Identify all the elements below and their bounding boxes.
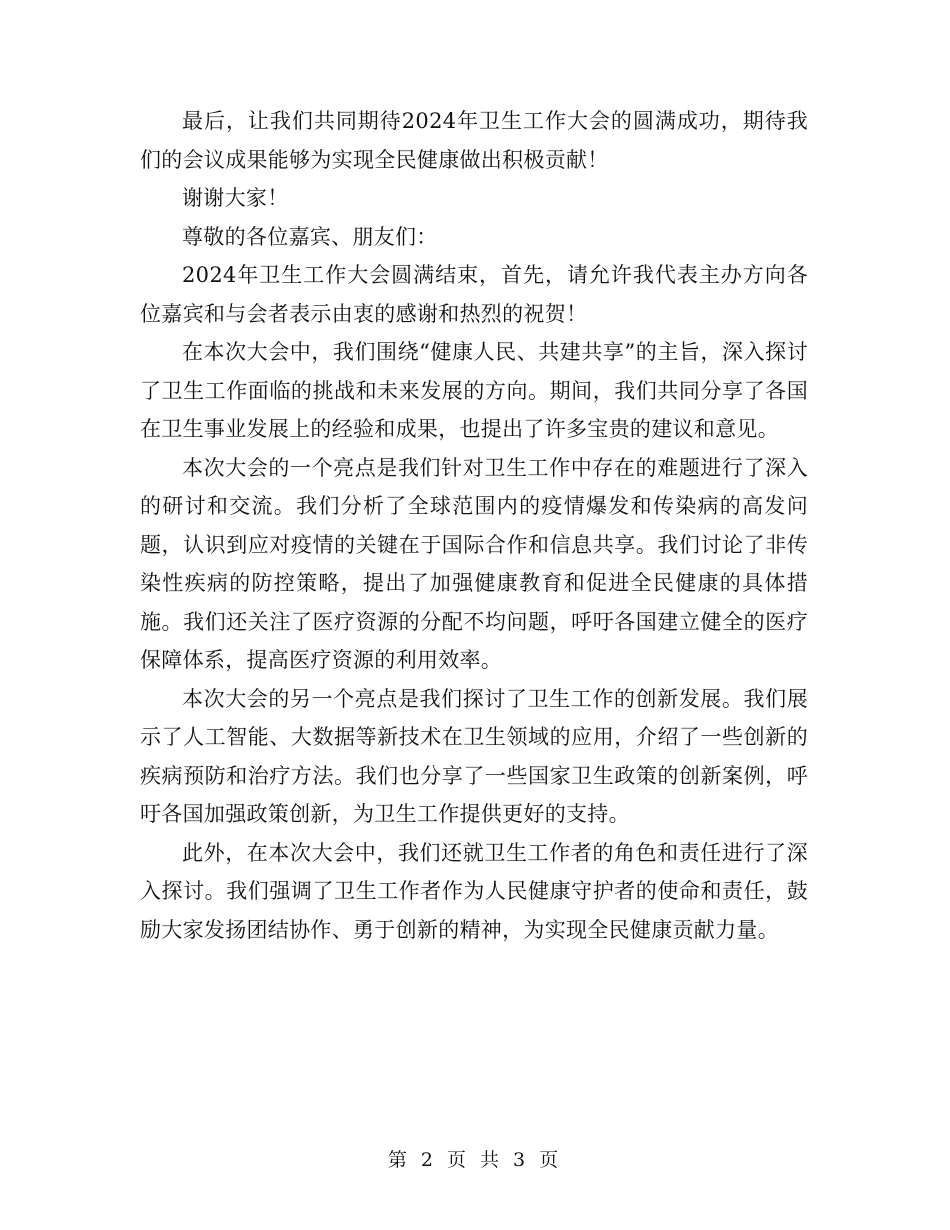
paragraph-salutation: 尊敬的各位嘉宾、朋友们： [182, 224, 438, 249]
paragraph-highlight-two: 本次大会的另一个亮点是我们探讨了卫生工作的创新发展。我们展示了人工智能、大数据等新技术在卫生领域的应用，介绍了一些创新的疾病预防和治疗方法。我们也分享了一些国家卫生政策的创新案例，呼吁各国加强政策创新，为卫生工作提供更好的支持。 [140, 686, 808, 826]
document-body [140, 102, 808, 949]
paragraph-highlight-one: 本次大会的一个亮点是我们针对卫生工作中存在的难题进行了深入的研讨和交流。我们分析了全球范围内的疫情爆发和传染病的高发问题，认识到应对疫情的关键在于国际合作和信息共享。我们讨论了非传染性疾病的防控策略，提出了加强健康教育和促进全民健康的具体措施。我们还关注了医疗资源的分配不均问题，呼吁各国建立健全的医疗保障体系，提高医疗资源的利用效率。 [140, 455, 808, 672]
page-number-footer: 第 2 页 共 3 页 [387, 1149, 563, 1171]
paragraph-opening: 2024年卫生工作大会圆满结束，首先，请允许我代表主办方向各位嘉宾和与会者表示由衷的感谢和热烈的祝贺！ [140, 263, 808, 326]
paragraph-theme: 在本次大会中，我们围绕“健康人民、共建共享”的主旨，深入探讨了卫生工作面临的挑战和未来发展的方向。期间，我们共同分享了各国在卫生事业发展上的经验和成果，也提出了许多宝贵的建议和意见。 [140, 340, 808, 441]
paragraph-thanks: 谢谢大家！ [182, 186, 289, 210]
paragraph-closing-wish: 最后，让我们共同期待2024年卫生工作大会的圆满成功，期待我们的会议成果能够为实现全民健康做出积极贡献！ [140, 109, 808, 172]
paragraph-health-workers: 此外，在本次大会中，我们还就卫生工作者的角色和责任进行了深入探讨。我们强调了卫生工作者作为人民健康守护者的使命和责任，鼓励大家发扬团结协作、勇于创新的精神，为实现全民健康贡献力量。 [140, 840, 808, 942]
